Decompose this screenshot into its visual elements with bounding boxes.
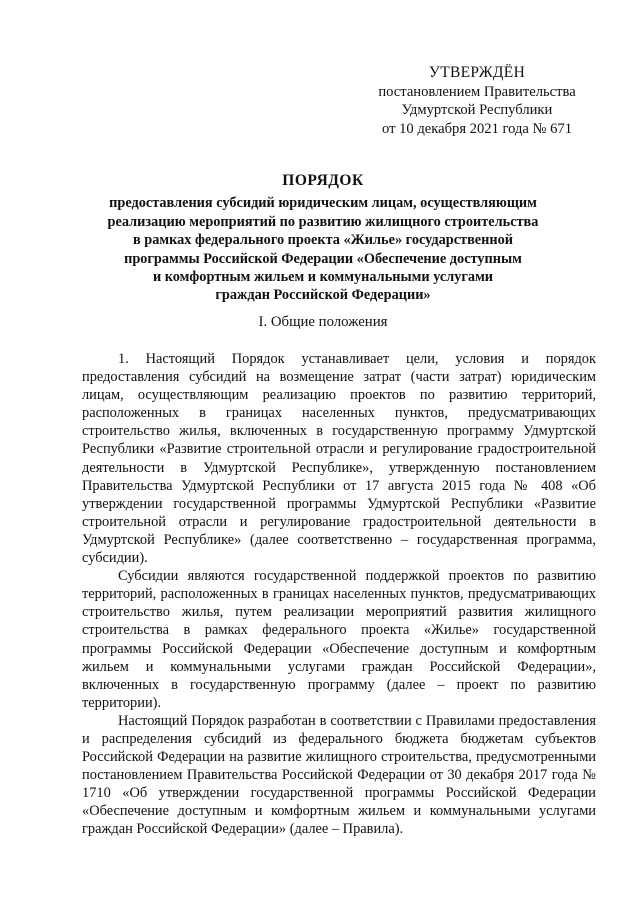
paragraph: Субсидии являются государственной поддержкой проектов по развитию территорий, расположенных в границах населенных пунктов, предусматривающих строительство жилья, путем реализации мероприятий развития жилищного строительства в рамках федерального проекта «Жилье» государственной программы Российской Федерации «Обеспечение доступным и комфортным жильем и коммунальными услугами граждан Российской Федерации», включенных в государственную программу (далее – проект по развитию территории). bbox=[82, 568, 596, 711]
paragraph: 1. Настоящий Порядок устанавливает цели, условия и порядок предоставления субсидий на возмещение затрат (части затрат) юридическим лицам, осуществляющим реализацию проектов по развитию территорий, расположенных в границах населенных пунктов, предусматривающих строительство жилья, включенных в государственную программу Удмуртской Республики «Развитие строительной отрасли и регулирование градостроительной деятельности в Удмуртской Республике», утвержденную постановлением Правительства Удмуртской Республики от 17 августа 2015 года № 408 «Об утверждении государственной программы Удмуртской Республики «Развитие строительной отрасли и регулирование градостроительной деятельности в Удмуртской Республике» (далее соответственно – государственная программа, субсидии). bbox=[82, 351, 596, 567]
approval-line-1: постановлением Правительства bbox=[378, 83, 576, 100]
title-line: предоставления субсидий юридическим лицам, осуществляющим bbox=[109, 195, 537, 212]
document-title-block bbox=[100, 172, 546, 305]
approval-stamp bbox=[372, 64, 582, 138]
document-body bbox=[82, 350, 596, 839]
title-line: реализацию мероприятий по развитию жилищного строительства bbox=[107, 213, 539, 230]
title-line: в рамках федерального проекта «Жилье» государственной bbox=[132, 232, 514, 249]
approval-line-3: от 10 декабря 2021 года № 671 bbox=[381, 120, 573, 137]
title-line: программы Российской Федерации «Обеспечение доступным bbox=[124, 250, 522, 267]
document-title: ПОРЯДОК bbox=[282, 172, 364, 189]
approval-line-2: Удмуртской Республики bbox=[401, 102, 553, 118]
paragraph: Настоящий Порядок разработан в соответствии с Правилами предоставления и распределения субсидий из федерального бюджета бюджетам субъектов Российской Федерации на развитие жилищного строительства, предусмотренными постановлением Правительства Российской Федерации от 30 декабря 2017 года № 1710 «Об утверждении государственной программы Российской Федерации «Обеспечение доступным и комфортным жильем и коммунальными услугами граждан Российской Федерации» (далее – Правила). bbox=[82, 712, 596, 838]
section-heading: I. Общие положения bbox=[258, 314, 388, 330]
approval-stamp-title: УТВЕРЖДЁН bbox=[428, 64, 526, 81]
title-line: граждан Российской Федерации» bbox=[215, 287, 431, 304]
title-line: и комфортным жильем и коммунальными услугами bbox=[152, 269, 494, 286]
